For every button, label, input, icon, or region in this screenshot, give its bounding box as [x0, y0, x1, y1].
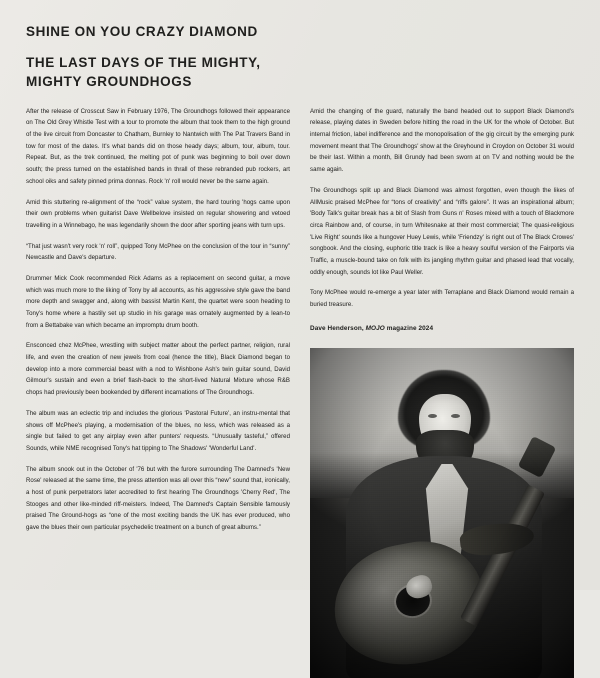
- paragraph: Drummer Mick Cook recommended Rick Adams as a replacement on second guitar, a move which was much more to the liking of Tony by all accounts, as his aggressive style gave the band more depth and swagger and, along with bassist Martin Kent, the quartet were soon heading to Tony's home where a hastily set up studio in his garage was ornately augmented by a lean-to from a Bettabake van which became an impromptu drum booth.: [26, 274, 290, 329]
- album-title-secondary-line-1: THE LAST DAYS OF THE MIGHTY,: [26, 54, 261, 70]
- paragraph: The album was an eclectic trip and includes the glorious 'Pastoral Future', an instru-mental that shows off McPhee's playing, a modernisation of the blues, no less, which was released as a single but failed to get any airplay even after punters' requests. “Unusually tasteful,” offered Sounds, while NME recognised Tony's hat tipping to The Shadows' 'Wonderful Land'.: [26, 409, 290, 452]
- band-photograph: [310, 348, 574, 678]
- album-title-primary: SHINE ON YOU CRAZY DIAMOND: [26, 24, 258, 39]
- paragraph: Ensconced chez McPhee, wrestling with subject matter about the perfect partner, religion, rural life, and even the creation of new jewels from coal (hence the title), Black Diamond began to develop into a more commercial beast with a nod to Wishbone Ash's twin guitar sound, David Gilmour's sustain and even a brief flash-back to the short-lived Natural Mixture whose R&B chops had previously been bookended by different incarnations of The Groundhogs.: [26, 342, 290, 397]
- album-title-secondary-line-2: MIGHTY GROUNDHOGS: [26, 74, 192, 90]
- byline: [310, 325, 574, 332]
- byline-suffix: magazine 2024: [384, 324, 434, 332]
- paragraph: The Groundhogs split up and Black Diamond was almost forgotten, even though the likes of AllMusic praised McPhee for “tons of creativity” and “riffs galore”. It was an inspirational album; 'Body Talk's guitar break has a bit of Slash from Guns n' Roses mixed with a touch of Blackmore circa Rainbow and, of course, in turn Whitesnake at their most commercial; The quasi-religious 'Live Right' sounds like a hungover Huey Lewis, while 'Friendzy' is right out of The Black Crowes' songbook. And the closing, euphoric title track is like a heavy soulful version of the Fairports via Traffic, a muscle-bound take on folk with its jangling rhythm guitar and phased lead that vocally, oddly enough, sounds lot like Paul Weller.: [310, 186, 574, 276]
- liner-notes-columns: [26, 106, 574, 678]
- right-text-column: [310, 106, 574, 678]
- album-titles: [26, 22, 574, 92]
- paragraph: The album snook out in the October of '76 but with the furore surrounding The Damned's 'New Rose' released at the same time, the press attention was all over this “new” sound that, ironically, a host of punk perpetrators later accredited to first hearing The Groundhogs 'Cherry Red', The Stooges and other like-minded riff-meisters. Indeed, The Damned's Captain Sensible famously praised The Ground-hogs as “one of the most exciting bands the UK has ever produced, who gave the blues their own particular psychedelic treatment on a bunch of great albums.”: [26, 465, 290, 531]
- left-text-column: [26, 106, 290, 534]
- paragraph: “That just wasn't very rock 'n' roll”, quipped Tony McPhee on the conclusion of the tour in “sunny” Newcastle and Dave's departure.: [26, 242, 290, 262]
- paragraph: Tony McPhee would re-emerge a year later with Terraplane and Black Diamond would remain a buried treasure.: [310, 289, 574, 308]
- photo-vignette: [310, 348, 574, 678]
- paragraph: Amid the changing of the guard, naturally the band headed out to support Black Diamond's release, playing dates in Sweden before hitting the road in the UK for the whole of October. But internal friction, label indifference and the monopolisation of the gig circuit by the emerging punk movement meant that The Groundhogs' show at the Greyhound in Croydon on October 31 would be their last. Within a month, Bill Grundy had been sworn at on TV and nothing would be the same again.: [310, 107, 574, 174]
- paragraph: After the release of Crosscut Saw in February 1976, The Groundhogs followed their appearance on The Old Grey Whistle Test with a tour to promote the album that took them to the high ground of the live circuit from Doncaster to Chatham, Burnley to Nantwich with The Pat Travers Band in tow for most of the dates. It's what bands did on those heady days; album, tour, album, tour. Repeat. But, as the trek continued, the melting pot of punk was beginning to boil over down south; the press turned on the established bands in thrall of these rebranded pub rockers, art school oiks and safety pinned prima donnas. Rock 'n' roll would never be the same again.: [26, 107, 290, 185]
- byline-magazine: MOJO: [365, 324, 385, 332]
- paragraph: Amid this stuttering re-alignment of the “rock” value system, the hard touring 'hogs came upon their own problems when guitarist Dave Wellbelove insisted on regular showering and vetoed travelling in a Winnebago, he was legendarily shown the door after sporting jeans with turn ups.: [26, 198, 290, 229]
- byline-author: Dave Henderson,: [310, 324, 366, 332]
